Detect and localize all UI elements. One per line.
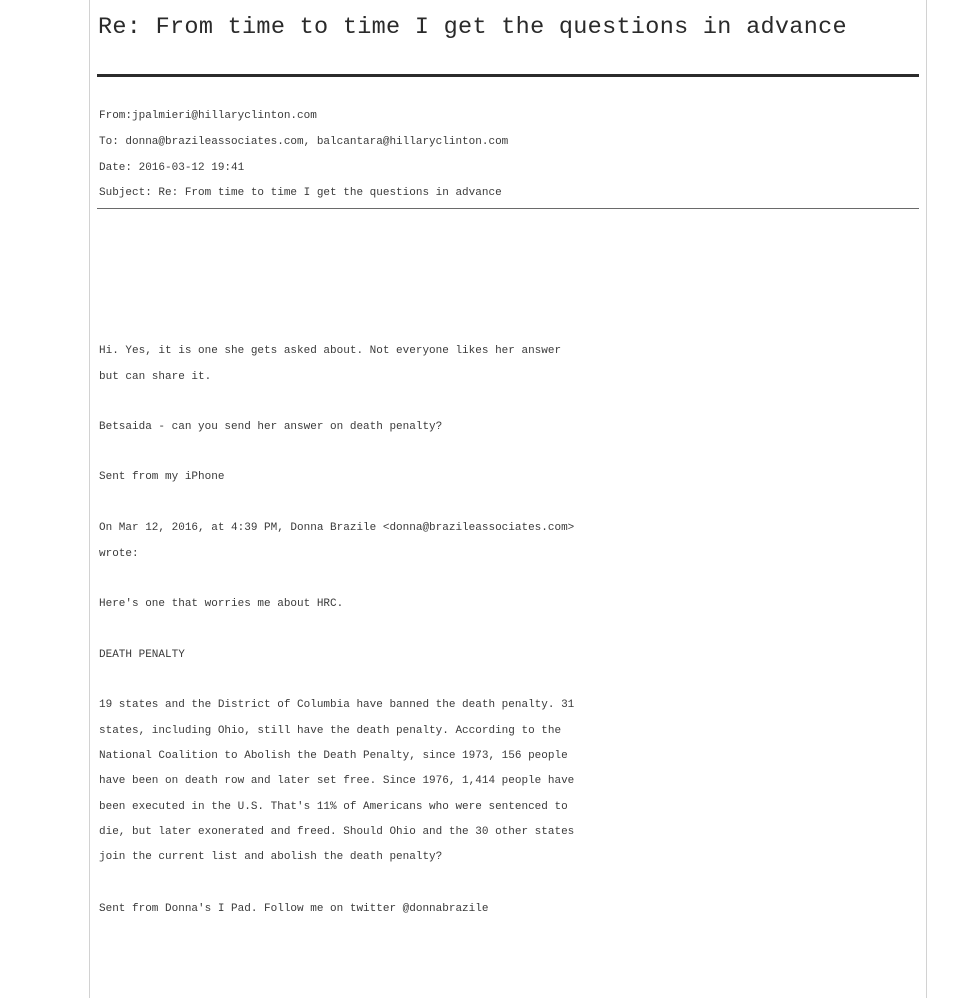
quoted-paragraph-line: 19 states and the District of Columbia have banned the death penalty. 31 — [99, 699, 575, 711]
quoted-paragraph-line: been executed in the U.S. That's 11% of Americans who were sentenced to — [99, 801, 568, 813]
reply-text-line: Hi. Yes, it is one she gets asked about. Not everyone likes her answer — [99, 345, 562, 357]
quote-attribution: wrote: — [99, 548, 139, 560]
betsaida-request: Betsaida - can you send her answer on death penalty? — [99, 421, 443, 433]
header-divider — [97, 208, 919, 209]
quoted-paragraph-line: states, including Ohio, still have the death penalty. According to the — [99, 725, 562, 737]
from-line: From:jpalmieri@hillaryclinton.com — [99, 110, 317, 122]
quoted-heading: DEATH PENALTY — [99, 649, 185, 661]
email-title: Re: From time to time I get the questions in advance — [98, 14, 847, 41]
quoted-paragraph-line: die, but later exonerated and freed. Should Ohio and the 30 other states — [99, 826, 575, 838]
to-line: To: donna@brazileassociates.com, balcantara@hillaryclinton.com — [99, 136, 509, 148]
reply-text-line: but can share it. — [99, 371, 212, 383]
title-divider — [97, 74, 919, 77]
quoted-paragraph-line: have been on death row and later set free. Since 1976, 1,414 people have — [99, 775, 575, 787]
date-line: Date: 2016-03-12 19:41 — [99, 162, 245, 174]
email-document — [89, 0, 927, 998]
quoted-paragraph-line: National Coalition to Abolish the Death Penalty, since 1973, 156 people — [99, 750, 568, 762]
quoted-intro: Here's one that worries me about HRC. — [99, 598, 344, 610]
subject-line: Subject: Re: From time to time I get the questions in advance — [99, 187, 502, 199]
sent-from-iphone: Sent from my iPhone — [99, 471, 225, 483]
quoted-paragraph-line: join the current list and abolish the death penalty? — [99, 851, 443, 863]
quote-attribution: On Mar 12, 2016, at 4:39 PM, Donna Brazile <donna@brazileassociates.com> — [99, 522, 575, 534]
quoted-signature: Sent from Donna's I Pad. Follow me on twitter @donnabrazile — [99, 903, 489, 915]
